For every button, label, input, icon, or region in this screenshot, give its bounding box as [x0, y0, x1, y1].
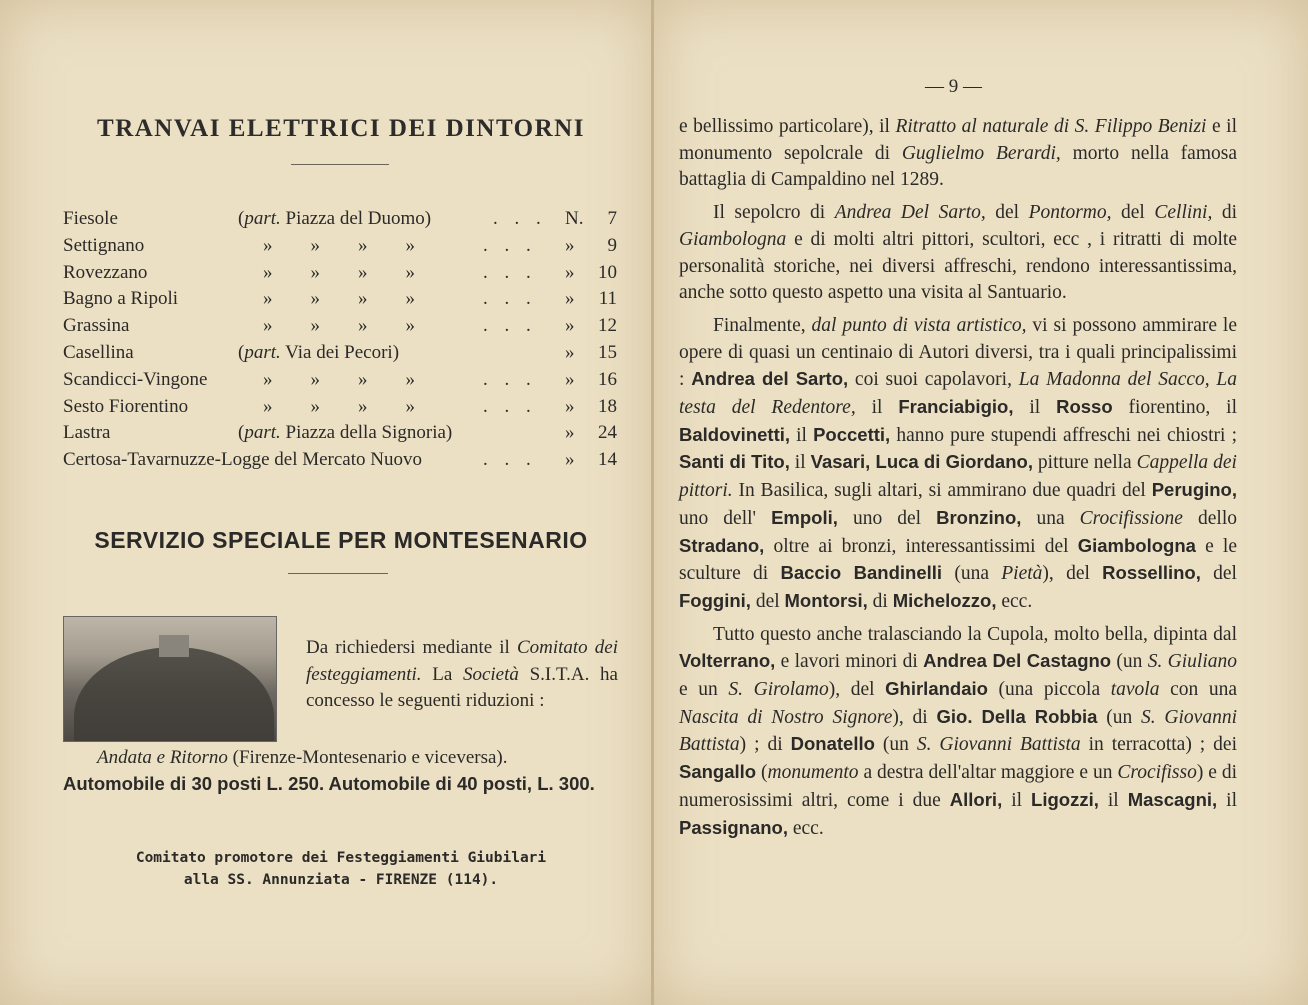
- tram-destination: Settignano: [63, 234, 145, 256]
- tram-route: » » » »: [263, 315, 415, 337]
- tram-number: 7: [607, 208, 617, 229]
- tram-number-prefix: N.: [565, 208, 584, 229]
- tram-row: [63, 313, 623, 340]
- tram-number: 9: [607, 234, 617, 256]
- tram-number: 10: [598, 261, 617, 283]
- tram-number-prefix: »: [565, 315, 575, 337]
- tram-number-prefix: »: [565, 449, 575, 471]
- leader-dots: . . .: [483, 395, 537, 417]
- leader-dots: . . .: [483, 288, 537, 310]
- tram-number-prefix: »: [565, 341, 575, 363]
- tram-number-prefix: »: [565, 395, 575, 417]
- tram-destination: Casellina: [63, 341, 134, 363]
- tram-number-prefix: »: [565, 422, 575, 444]
- leader-dots: . . .: [483, 449, 537, 471]
- tram-destination: Sesto Fiorentino: [63, 395, 189, 417]
- committee-footer: Comitato promotore dei Festeggiamenti Giubilari alla SS. Annunziata - FIRENZE (114).: [135, 850, 547, 888]
- tram-number: 18: [598, 395, 617, 417]
- tram-row: [63, 206, 623, 233]
- leader-dots: . . .: [483, 368, 537, 390]
- tram-destination: Certosa-Tavarnuzze-Logge del Mercato Nuovo: [63, 449, 422, 471]
- tram-row: [63, 394, 623, 421]
- tram-number-prefix: »: [565, 368, 575, 390]
- tram-destination: Scandicci-Vingone: [63, 368, 208, 390]
- tram-destination: Rovezzano: [63, 261, 148, 283]
- tram-table: [63, 206, 623, 474]
- leader-dots: . . .: [483, 234, 537, 256]
- tram-number: 14: [598, 449, 617, 471]
- section-rule: [288, 573, 388, 574]
- page-number: — 9 —: [925, 76, 982, 97]
- tram-row: [63, 340, 623, 367]
- tram-row: [63, 286, 623, 313]
- section-title: SERVIZIO SPECIALE PER MONTESENARIO: [94, 527, 588, 553]
- tram-route: » » » »: [263, 395, 415, 417]
- tram-number-prefix: »: [565, 234, 575, 256]
- tram-number: 16: [598, 368, 617, 390]
- intro-text: Da richiedersi mediante il Comitato dei festeggiamenti. La Società S.I.T.A. ha concesso le seguenti riduzioni :: [306, 637, 618, 711]
- tram-route: » » » »: [263, 368, 415, 390]
- santuario-text: e bellissimo particolare), il Ritratto al naturale di S. Filippo Benizi e il monumento sepolcrale di Guglielmo Berardi, morto nella famosa battaglia di Campaldino nel 1289. Il sepolcro di Andrea Del Sarto, del Pontormo, del Cellini, di Giambologna e di molti altri pittori, scultori, ecc , i ritratti di molte personalità storiche, nei diversi affreschi, rendono interessantissima, anche sotto questo aspetto una visita al Santuario. Finalmente, dal punto di vista artistico, vi si possono ammirare le opere di quasi un centinaio di Autori diversi, tra i quali principalissimi : Andrea del Sarto, coi suoi capolavori, La Madonna del Sacco, La testa del Redentore, il Franciabigio, il Rosso fiorentino, il Baldovinetti, il Poccetti, hanno pure stupendi affreschi nei chiostri ; Santi di Tito, il Vasari, Luca di Giordano, pitture nella Cappella dei pittori. In Basilica, sugli altari, si ammirano due quadri del Perugino, uno dell' Empoli, uno del Bronzino, una Crocifissione dello Stradano, oltre ai bronzi, interessantissimi del Giambologna e le sculture di Baccio Bandinelli (una Pietà), del Rossellino, del Foggini, del Montorsi, di Michelozzo, ecc. Tutto questo anche tralasciando la Cupola, molto bella, dipinta dal Volterrano, e lavori minori di Andrea Del Castagno (un S. Giuliano e un S. Girolamo), del Ghirlandaio (una piccola tavola con una Nascita di Nostro Signore), di Gio. Della Robbia (un S. Giovanni Battista) ; di Donatello (un S. Giovanni Battista in terracotta) ; dei Sangallo (monumento a destra dell'altar maggiore e un Crocifisso) e di numerosissimi altri, come i due Allori, il Ligozzi, il Mascagni, il Passignano, ecc.: [679, 116, 1238, 839]
- tram-row: [63, 420, 623, 447]
- tram-destination: Bagno a Ripoli: [63, 288, 179, 310]
- tram-row: [63, 367, 623, 394]
- tram-destination: Fiesole: [63, 208, 118, 229]
- tram-route: » » » »: [263, 234, 415, 256]
- leader-dots: . . .: [493, 208, 547, 229]
- tram-number-prefix: »: [565, 288, 575, 310]
- tram-route: » » » »: [263, 261, 415, 283]
- tram-route: » » » »: [263, 288, 415, 310]
- tram-destination: Lastra: [63, 422, 111, 444]
- fare-text: Andata e Ritorno (Firenze-Montesenario e viceversa). Automobile di 30 posti L. 250. Automobile di 40 posti, L. 300.: [63, 747, 595, 794]
- left-page: [0, 0, 652, 1005]
- tram-number: 11: [598, 288, 617, 310]
- tram-route: (part. Piazza della Signoria): [238, 422, 453, 444]
- tram-number: 24: [598, 422, 617, 444]
- tram-number: 15: [598, 341, 617, 363]
- leader-dots: . . .: [483, 315, 537, 337]
- leader-dots: . . .: [483, 261, 537, 283]
- tram-route: (part. Via dei Pecori): [238, 341, 400, 363]
- tram-destination: Grassina: [63, 315, 130, 337]
- tram-row: [63, 233, 623, 260]
- tram-number: 12: [598, 315, 617, 337]
- tram-row: [63, 260, 623, 287]
- heading-rule: [291, 164, 389, 165]
- tram-route: (part. Piazza del Duomo): [238, 208, 432, 229]
- tram-heading: TRANVAI ELETTRICI DEI DINTORNI: [97, 115, 585, 142]
- tram-row: [63, 447, 623, 474]
- tram-number-prefix: »: [565, 261, 575, 283]
- montesenario-photo: [63, 616, 277, 742]
